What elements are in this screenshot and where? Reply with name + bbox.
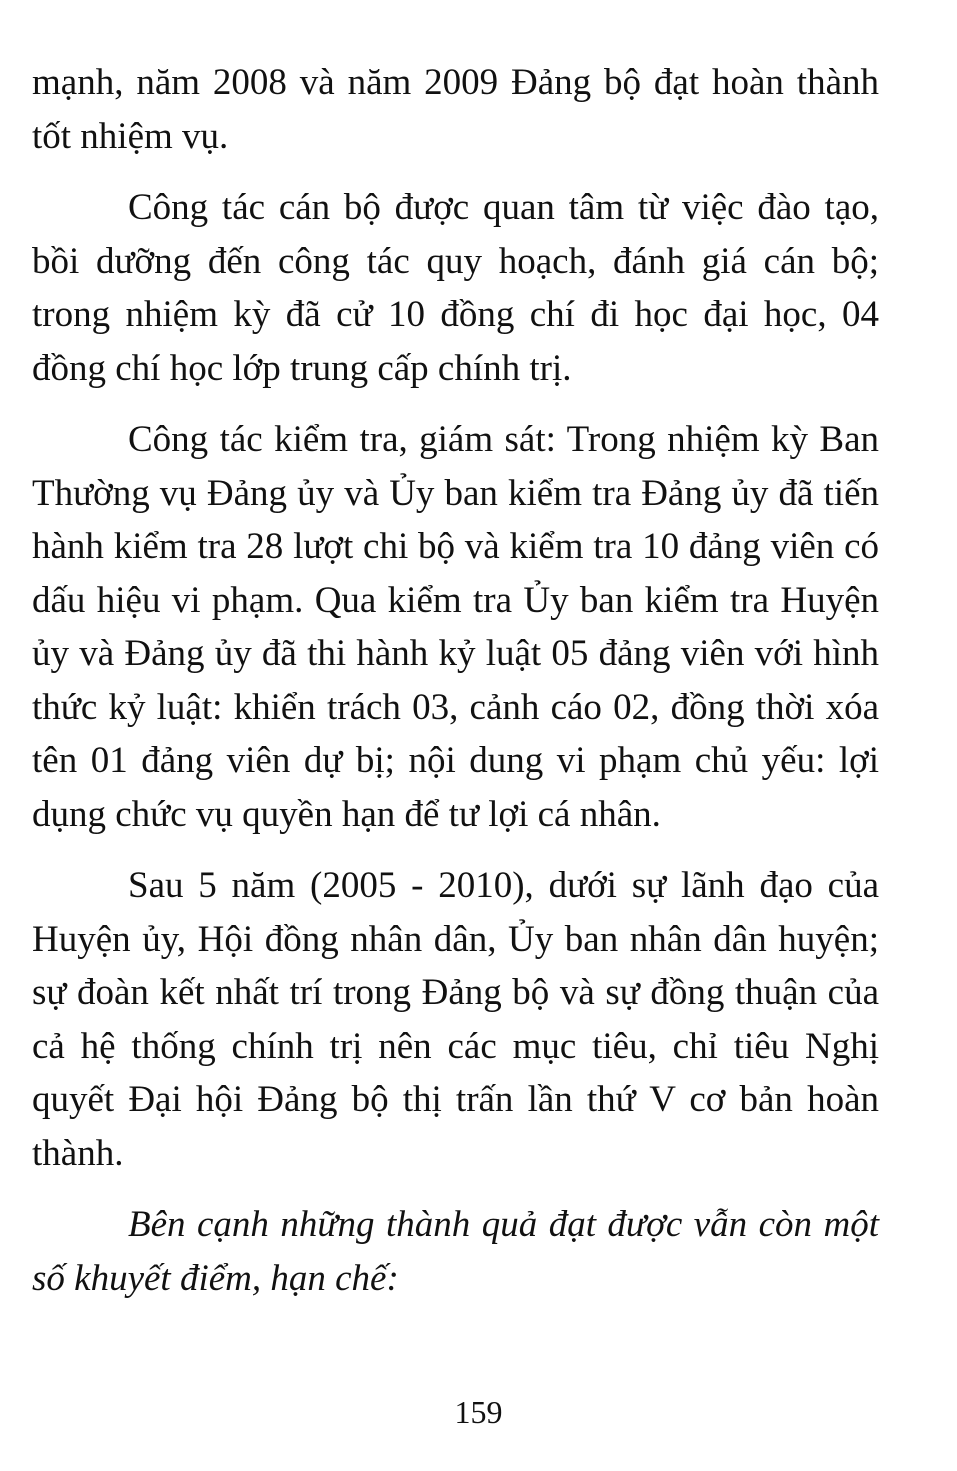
page-number: 159	[454, 1394, 503, 1430]
paragraph-shortcomings-heading: Bên cạnh những thành quả đạt được vẫn còn một số khuyết điểm, hạn chế:	[32, 1204, 879, 1299]
paragraph-continuation: mạnh, năm 2008 và năm 2009 Đảng bộ đạt hoàn thành tốt nhiệm vụ.	[32, 62, 879, 157]
paragraph-five-year-summary: Sau 5 năm (2005 - 2010), dưới sự lãnh đạo của Huyện ủy, Hội đồng nhân dân, Ủy ban nhân dân huyện; sự đoàn kết nhất trí trong Đảng bộ và sự đồng thuận của cả hệ thống chính trị nên các mục tiêu, chỉ tiêu Nghị quyết Đại hội Đảng bộ thị trấn lần thứ V cơ bản hoàn thành.	[32, 865, 879, 1174]
paragraph-inspection: Công tác kiểm tra, giám sát: Trong nhiệm kỳ Ban Thường vụ Đảng ủy và Ủy ban kiểm tra Đảng ủy đã tiến hành kiểm tra 28 lượt chi bộ và kiểm tra 10 đảng viên có dấu hiệu vi phạm. Qua kiểm tra Ủy ban kiểm tra Huyện ủy và Đảng ủy đã thi hành kỷ luật 05 đảng viên với hình thức kỷ luật: khiển trách 03, cảnh cáo 02, đồng thời xóa tên 01 đảng viên dự bị; nội dung vi phạm chủ yếu: lợi dụng chức vụ quyền hạn để tư lợi cá nhân.	[32, 419, 879, 835]
paragraph-cadre-work: Công tác cán bộ được quan tâm từ việc đào tạo, bồi dưỡng đến công tác quy hoạch, đánh giá cán bộ; trong nhiệm kỳ đã cử 10 đồng chí đi học đại học, 04 đồng chí học lớp trung cấp chính trị.	[32, 187, 879, 389]
